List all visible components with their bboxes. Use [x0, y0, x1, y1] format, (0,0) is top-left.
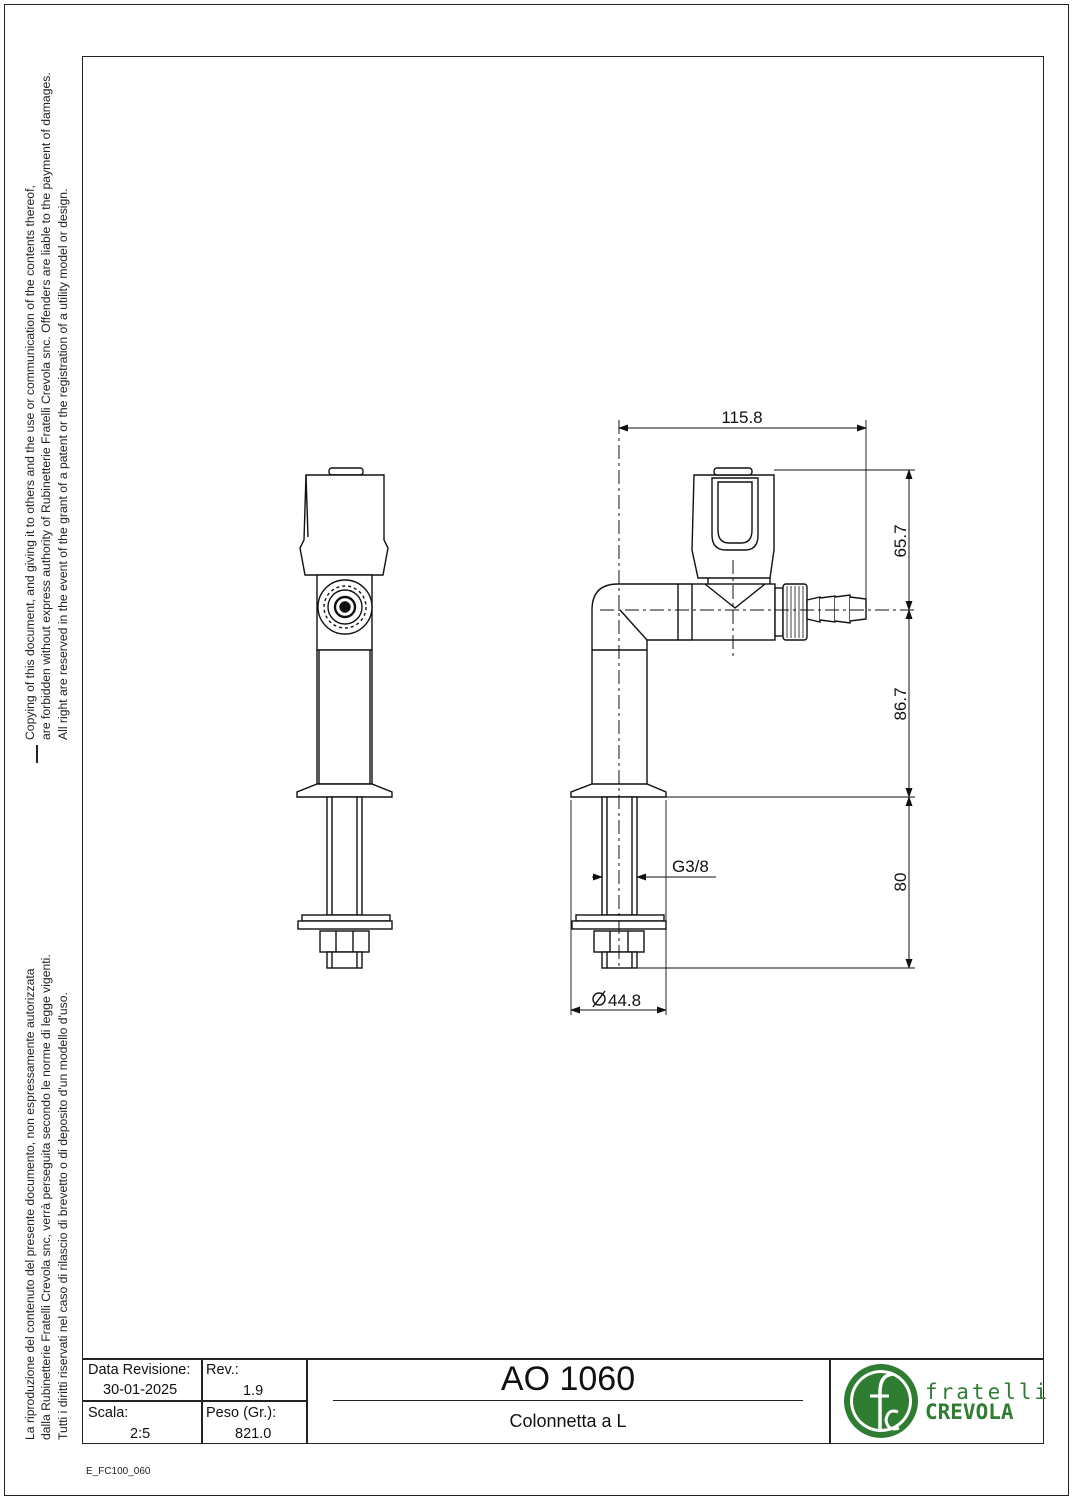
notice-it-line: Tutti i diritti riservati nel caso di rilascio di brevetto o di deposito d'un modello d'uso.	[55, 992, 70, 1440]
logo-text-fratelli: fratelli	[925, 1380, 1051, 1404]
notice-en-line: Copying of this document, and giving it to others and the use or communication of the contents thereof,	[23, 185, 37, 740]
data-revisione-label: Data Revisione:	[88, 1362, 191, 1378]
front-view	[297, 468, 392, 968]
notice-it-line: La riproduzione del contenuto del presente documento, non espressamente autorizzata	[23, 968, 37, 1440]
notice-en-line: All right are reserved in the event of the grant of a patent or the registration of a utility model or design.	[55, 188, 70, 740]
notice-it-line: dalla Rubinetterie Fratelli Crevola snc, verrà perseguita secondo le norme di legge vigenti.	[39, 954, 54, 1440]
front-shank	[298, 797, 392, 968]
front-flange	[297, 784, 392, 797]
side-hose-nut	[775, 584, 807, 640]
front-hose-nut	[318, 580, 372, 634]
notice-en-line: are forbidden without express authority of Rubinetterie Fratelli Crevola snc. Offenders are liable to the payment of damages.	[39, 72, 54, 740]
diameter-symbol	[593, 991, 605, 1007]
scala-value: 2:5	[130, 1426, 151, 1442]
product-description: Colonnetta a L	[509, 1411, 627, 1431]
peso-label: Peso (Gr.):	[206, 1405, 277, 1421]
peso-value: 821.0	[235, 1426, 272, 1442]
side-elbow	[592, 584, 692, 784]
title-block-divider	[829, 1358, 831, 1444]
side-view	[571, 468, 866, 968]
file-code: E_FC100_060	[86, 1466, 151, 1477]
dim-shank-length: 80	[891, 872, 910, 892]
rev-value: 1.9	[243, 1383, 264, 1399]
dim-thread: G3/8	[672, 857, 709, 876]
side-hose-barb	[807, 595, 866, 623]
scala-label: Scala:	[88, 1405, 129, 1421]
logo-text-crevola: CREVOLA	[925, 1400, 1014, 1424]
dim-upper-height: 65.7	[891, 524, 910, 558]
dim-width: 115.8	[721, 408, 763, 427]
product-code: AO 1060	[500, 1360, 636, 1398]
rev-label: Rev.:	[206, 1362, 239, 1378]
dim-diameter: 44.8	[608, 991, 642, 1010]
crevola-logo-icon	[844, 1364, 918, 1438]
title-underline	[333, 1400, 803, 1401]
title-block-divider	[82, 1400, 307, 1402]
front-handle	[300, 468, 388, 575]
dim-mid-height: 86.7	[891, 687, 910, 721]
data-revisione-value: 30-01-2025	[103, 1382, 178, 1398]
